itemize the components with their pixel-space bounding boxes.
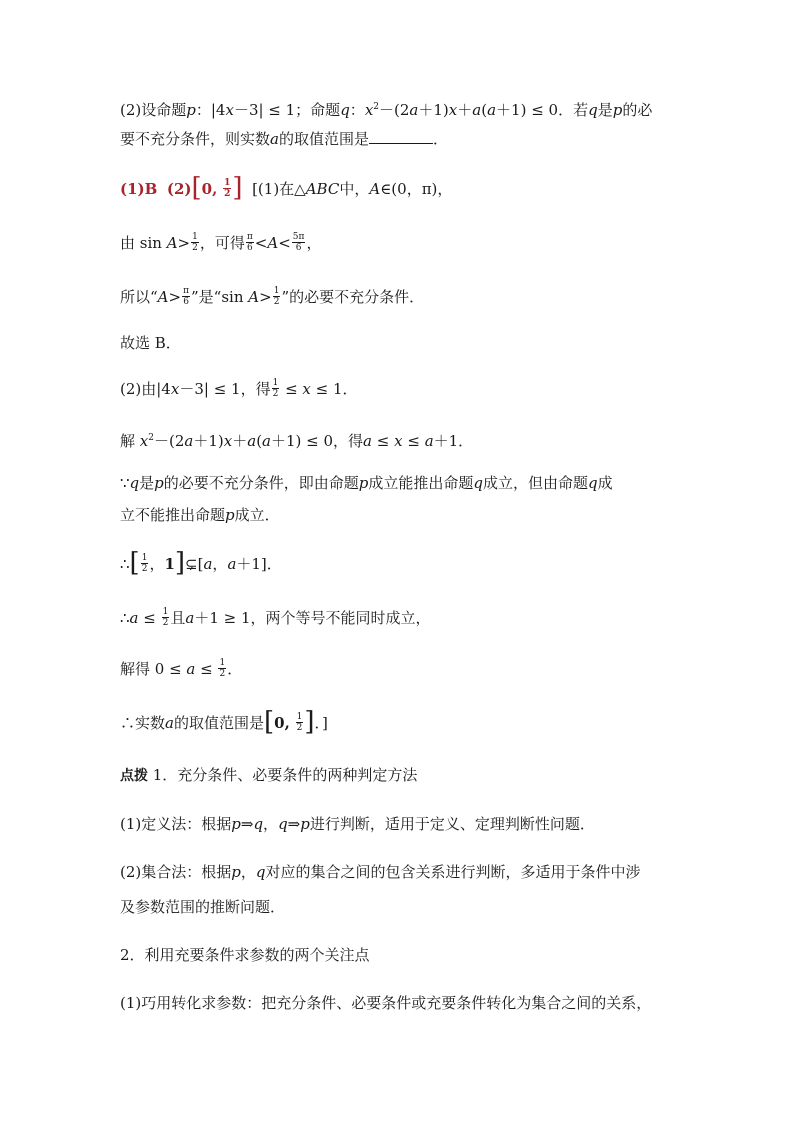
text: 故选 B．: [120, 334, 181, 352]
fraction: [141, 553, 149, 574]
left-bracket: [: [191, 173, 202, 203]
fraction: [272, 378, 280, 399]
text: 的取值范围是: [173, 714, 264, 732]
numerator: 1: [192, 231, 198, 242]
tip-line-3: [120, 862, 641, 882]
solution-line-8: [120, 473, 613, 493]
var: a: [409, 101, 419, 119]
var: x: [448, 101, 458, 119]
text: (1)定义法：根据: [120, 815, 232, 833]
problem-line-1: [120, 97, 652, 120]
text: 1．充分条件、必要条件的两种判定方法: [148, 766, 418, 784]
var: p: [300, 815, 310, 833]
text: ∵: [120, 474, 130, 492]
var: a: [472, 101, 482, 119]
var: A: [166, 234, 178, 252]
text: ∴: [120, 555, 130, 573]
text: ，: [306, 234, 322, 252]
denominator: 2: [224, 188, 231, 199]
text: －(2: [153, 432, 185, 450]
denominator: 6: [246, 242, 253, 253]
text: 要不充分条件，则实数: [120, 130, 271, 148]
text: 是: [597, 101, 613, 119]
text: ＋1): [193, 432, 224, 450]
denominator: 2: [296, 722, 303, 733]
right-bracket: ]: [174, 548, 186, 578]
text: －3| ≤ 1；命题: [233, 101, 341, 119]
left-bracket: [: [263, 707, 275, 737]
text: 解得 0 ≤: [120, 660, 187, 678]
text: ．: [432, 130, 448, 148]
solution-line-9: [120, 505, 280, 525]
text: 及参数范围的推断问题．: [120, 898, 286, 916]
text: (2)集合法：根据: [120, 863, 232, 881]
text: 进行判断，适用于定义、定理判断性问题．: [309, 815, 595, 833]
text: 且: [170, 609, 186, 627]
text: ，: [149, 555, 165, 573]
var: p: [154, 474, 164, 492]
var: p: [231, 815, 241, 833]
var: A: [248, 288, 260, 306]
answer-2-value: 0,: [201, 180, 218, 198]
text: 1: [164, 555, 175, 573]
numerator: 1: [273, 285, 280, 296]
text: ∴: [120, 609, 130, 627]
solution-line-6: [120, 379, 358, 401]
text: ”的必要不充分条件．: [281, 288, 425, 306]
denominator: 6: [295, 242, 302, 253]
tip-line-2: [120, 814, 595, 834]
text: (: [256, 432, 263, 450]
var: a: [270, 130, 279, 148]
solution-line-7: [120, 428, 473, 451]
text: 对应的集合之间的包含关系进行判断，多适用于条件中涉: [265, 863, 641, 881]
var: x: [223, 432, 233, 450]
var: x: [170, 380, 180, 398]
var: A: [369, 180, 381, 198]
var: p: [225, 506, 235, 524]
hint-line: [120, 765, 417, 786]
var: x: [139, 432, 149, 450]
text: －(2: [379, 101, 410, 119]
tip-line-6: [120, 993, 651, 1013]
text: 0,: [274, 714, 290, 732]
text: ⇒: [240, 815, 254, 833]
text: ⇒: [287, 815, 301, 833]
fraction: [246, 232, 254, 253]
var: q: [129, 474, 140, 492]
text: ，: [212, 555, 228, 573]
numerator: 1: [162, 606, 169, 617]
text: 成立能推出命题: [368, 474, 474, 492]
text: 成: [597, 474, 613, 492]
fraction: [182, 286, 190, 307]
var: x: [364, 101, 374, 119]
var: A: [267, 234, 279, 252]
text: ∈(0，π)，: [380, 180, 453, 198]
var: a: [129, 609, 139, 627]
text: ＋: [232, 432, 248, 450]
var: a: [185, 609, 195, 627]
text: ≤: [280, 380, 303, 398]
text: 的取值范围是: [278, 130, 369, 148]
text: ＋1) ≤ 0．若: [496, 101, 589, 119]
text: >: [168, 288, 182, 306]
var: p: [186, 101, 196, 119]
fraction: [218, 658, 226, 679]
text: 由 sin: [120, 234, 167, 252]
text: 成立．: [234, 506, 280, 524]
var: q: [340, 101, 350, 119]
exponent: 2: [373, 102, 380, 112]
var: ABC: [305, 180, 340, 198]
left-bracket: [: [129, 548, 140, 578]
text: ≤ 1．: [310, 380, 358, 398]
numerator: 5π: [292, 231, 305, 242]
fraction: [162, 607, 170, 628]
var: a: [363, 432, 372, 450]
text: (1)巧用转化求参数：把充分条件、必要条件或充要条件转化为集合之间的关系，: [120, 994, 652, 1012]
text: 成立，但由命题: [483, 474, 589, 492]
denominator: 2: [219, 668, 226, 679]
var: p: [231, 863, 241, 881]
text: ≤: [138, 609, 161, 627]
numerator: π: [246, 231, 253, 242]
text: 的必要不充分条件，即由命题: [163, 474, 359, 492]
tip-line-5: [120, 945, 370, 965]
var: a: [184, 432, 194, 450]
text: －3| ≤ 1，得: [179, 380, 271, 398]
text: (2)由|4: [120, 380, 171, 398]
fraction: [296, 712, 304, 733]
text: 的必: [622, 101, 653, 119]
var: p: [612, 101, 623, 119]
numerator: 1: [141, 552, 148, 563]
text: 中，: [339, 180, 370, 198]
var: A: [157, 288, 169, 306]
right-bracket: ]: [232, 173, 243, 203]
text: 立不能推出命题: [120, 506, 226, 524]
numerator: 1: [272, 377, 279, 388]
text: ＋1 ≥ 1，两个等号不能同时成立，: [194, 609, 431, 627]
var: a: [203, 555, 213, 573]
text: [(1)在△: [252, 180, 306, 198]
var: q: [473, 474, 484, 492]
solution-line-11: [120, 608, 431, 630]
text: ：|4: [195, 101, 226, 119]
numerator: π: [183, 285, 190, 296]
text: >: [259, 288, 272, 306]
text: ：: [349, 101, 365, 119]
fraction: [223, 178, 231, 199]
tip-line-4: [120, 897, 285, 917]
solution-line-5: [120, 333, 181, 353]
text: 2．利用充要条件求参数的两个关注点: [120, 946, 370, 964]
solution-line-10: [120, 548, 282, 578]
text: <: [254, 234, 268, 252]
numerator: 1: [219, 657, 226, 668]
denominator: 2: [141, 563, 148, 574]
solution-line-3: [120, 233, 321, 255]
text: ＋1) ≤ 0，得: [271, 432, 364, 450]
answer-blank: [369, 129, 433, 144]
var: a: [247, 432, 257, 450]
denominator: 2: [273, 296, 280, 307]
answer-line: [120, 173, 453, 203]
right-bracket: ]: [304, 707, 315, 737]
var: a: [262, 432, 271, 450]
var: x: [225, 101, 234, 119]
var: a: [165, 714, 174, 732]
solution-line-13: [120, 707, 328, 737]
numerator: 1: [224, 177, 231, 188]
text: ，: [263, 815, 279, 833]
fraction: [292, 232, 306, 253]
text: ”是“sin: [191, 288, 249, 306]
text: ＋1): [418, 101, 449, 119]
hint-label: 点拨: [120, 768, 148, 784]
denominator: 2: [272, 388, 279, 399]
text: ，: [240, 863, 256, 881]
var: q: [255, 863, 266, 881]
var: a: [424, 432, 434, 450]
exponent: 2: [148, 433, 154, 443]
denominator: 2: [192, 242, 198, 253]
problem-line-2: [120, 129, 448, 149]
text: ≤: [195, 660, 218, 678]
var: p: [358, 474, 369, 492]
answer-2-label: (2): [166, 180, 192, 198]
text: ≤: [372, 432, 395, 450]
answer-1: (1)B: [120, 180, 158, 198]
fraction: [273, 286, 281, 307]
var: q: [278, 815, 288, 833]
text: ＋: [457, 101, 473, 119]
var: q: [588, 101, 598, 119]
text: (: [481, 101, 488, 119]
text: ＋1．: [433, 432, 474, 450]
text: <: [278, 234, 291, 252]
var: a: [227, 555, 237, 573]
text: >: [177, 234, 191, 252]
text: ＋1]．: [236, 555, 282, 573]
solution-line-4: [120, 287, 424, 309]
solution-line-12: [120, 659, 242, 681]
var: q: [253, 815, 264, 833]
text: 所以“: [120, 288, 158, 306]
var: x: [394, 432, 403, 450]
text: (2)设命题: [120, 101, 187, 119]
var: a: [487, 101, 497, 119]
denominator: 2: [162, 617, 169, 628]
var: q: [588, 474, 598, 492]
text: ∴实数: [120, 714, 166, 732]
fraction: [191, 232, 199, 253]
var: a: [186, 660, 196, 678]
text: 是: [139, 474, 155, 492]
var: x: [302, 380, 311, 398]
text: ．: [227, 660, 243, 678]
denominator: 6: [183, 296, 189, 307]
text: 解: [120, 432, 140, 450]
text: ．]: [314, 714, 328, 732]
text: ⊊[: [185, 555, 204, 573]
text: ≤: [402, 432, 425, 450]
numerator: 1: [296, 711, 303, 722]
text: ，可得: [199, 234, 245, 252]
